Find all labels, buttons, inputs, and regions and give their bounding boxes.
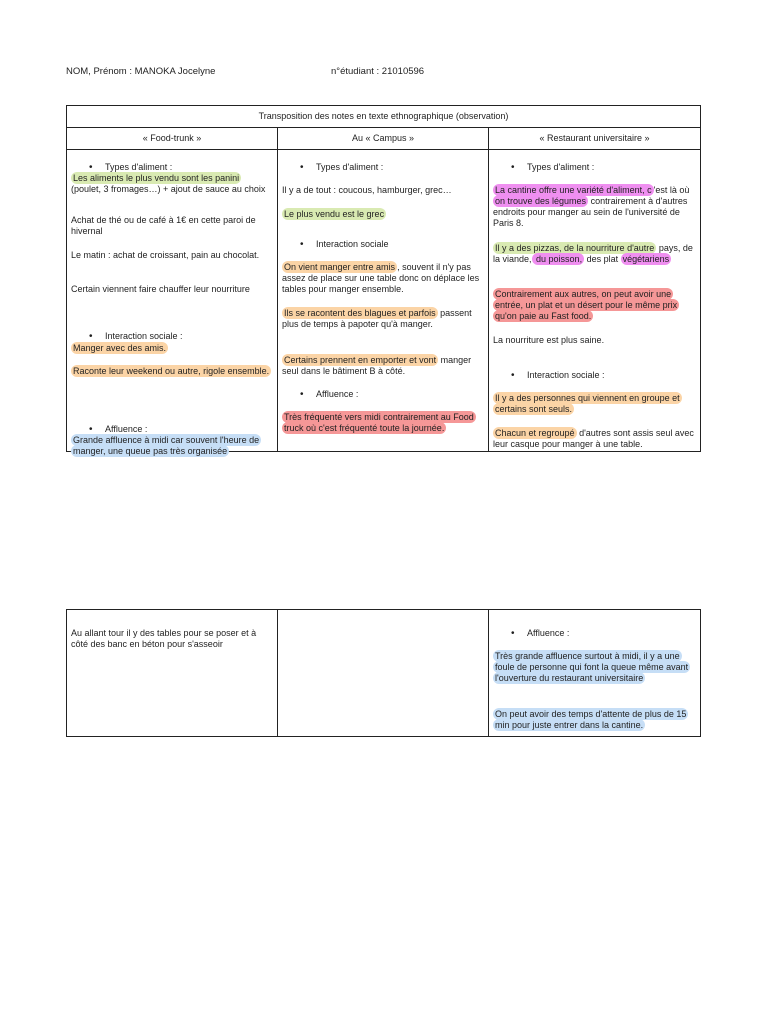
campus-text-grec: Le plus vendu est le grec [284, 209, 385, 219]
campus-text-jokes: Ils se racontent des blagues et parfois passent plus de temps à papoter qu'à manger. [282, 308, 472, 329]
resto-text-alone: Chacun et regroupé d'autres sont assis seul avec leur casque pour manger à une table. [493, 428, 694, 449]
campus-types-heading: • Types d'aliment : [282, 162, 484, 173]
column-header-campus: Au « Campus » [278, 128, 489, 150]
campus-cell-2 [278, 610, 489, 737]
food-text-affluence: Grande affluence à midi car souvent l'heure de manger, une queue pas très organisée [73, 435, 260, 456]
resto-affluence-heading: • Affluence : [493, 628, 696, 639]
continuation-table [66, 609, 701, 737]
campus-text-takeaway: Certains prennent en emporter et vont manger seul dans le bâtiment B à côté. [282, 355, 472, 376]
food-affluence-heading: • Affluence : [71, 424, 273, 435]
resto-text-menu: Contrairement aux autres, on peut avoir une entrée, un plat et un désert pour le même prix qu'on paie au Fast food. [495, 289, 678, 321]
column-header-restaurant: « Restaurant universitaire » [489, 128, 701, 150]
food-text-tables: Au allant tour il y des tables pour se poser et à côté des banc en béton pour s'asseoir [71, 628, 257, 649]
resto-text-pizzas: Il y a des pizzas, de la nourriture d'autre pays, de la viande, du poisson, des plat végétariens [493, 243, 693, 264]
resto-text-groups: Il y a des personnes qui viennent en groupe et certains sont seuls. [495, 393, 680, 414]
student-number: n°étudiant : 21010596 [331, 66, 425, 77]
food-text-heating: Certain viennent faire chauffer leur nourriture [71, 284, 250, 294]
campus-affluence-heading: • Affluence : [282, 389, 484, 400]
resto-interaction-heading: • Interaction sociale : [493, 370, 696, 381]
food-text-morning: Le matin : achat de croissant, pain au chocolat. [71, 250, 260, 260]
food-text-weekend: Raconte leur weekend ou autre, rigole ensemble. [73, 366, 270, 376]
column-header-food-truck: « Food-trunk » [67, 128, 278, 150]
campus-text-friends: On vient manger entre amis , souvent il n'y pas assez de place sur une table donc on déplace les tables pour manger ensemble. [282, 262, 480, 294]
campus-interaction-heading: • Interaction sociale [282, 239, 484, 250]
food-interaction-heading: • Interaction sociale : [71, 331, 273, 342]
food-truck-cell-2 [67, 610, 278, 737]
food-text-drinks: Achat de thé ou de café à 1€ en cette paroi de hivernal [71, 215, 256, 236]
food-truck-cell [67, 150, 278, 456]
resto-types-heading: • Types d'aliment : [493, 162, 696, 173]
campus-text-food: Il y a de tout : coucous, hamburger, grec… [282, 185, 452, 195]
campus-text-affluence: Très fréquenté vers midi contrairement au Food truck où c'est fréquenté toute la journée. [284, 412, 474, 433]
food-text-friends: Manger avec des amis. [73, 343, 167, 353]
student-name: NOM, Prénom : MANOKA Jocelyne [66, 66, 216, 77]
resto-text-crowd: Très grande affluence surtout à midi, il y a une foule de personne qui font la queue même avant l'ouverture du restaurant universitaire [495, 651, 689, 683]
resto-text-healthy: La nourriture est plus saine. [493, 335, 605, 345]
table-title: Transposition des notes en texte ethnographique (observation) [67, 106, 701, 128]
observation-table [66, 105, 701, 456]
resto-text-wait: On peut avoir des temps d'attente de plus de 15 min pour juste entrer dans la cantine. [495, 709, 687, 730]
campus-cell [278, 150, 489, 452]
food-text-panini: Les aliments le plus vendu sont les panini (poulet, 3 fromages…) + ajout de sauce au choix [71, 173, 266, 194]
food-types-heading: • Types d'aliment : [71, 162, 273, 173]
restaurant-cell [489, 150, 701, 452]
restaurant-cell-2 [489, 610, 701, 737]
resto-text-variety: La cantine offre une variété d'aliment, c 'est là où on trouve des légumes contrairement à d'autres endroits pour manger au sein de l'université de Paris 8. [493, 185, 690, 228]
